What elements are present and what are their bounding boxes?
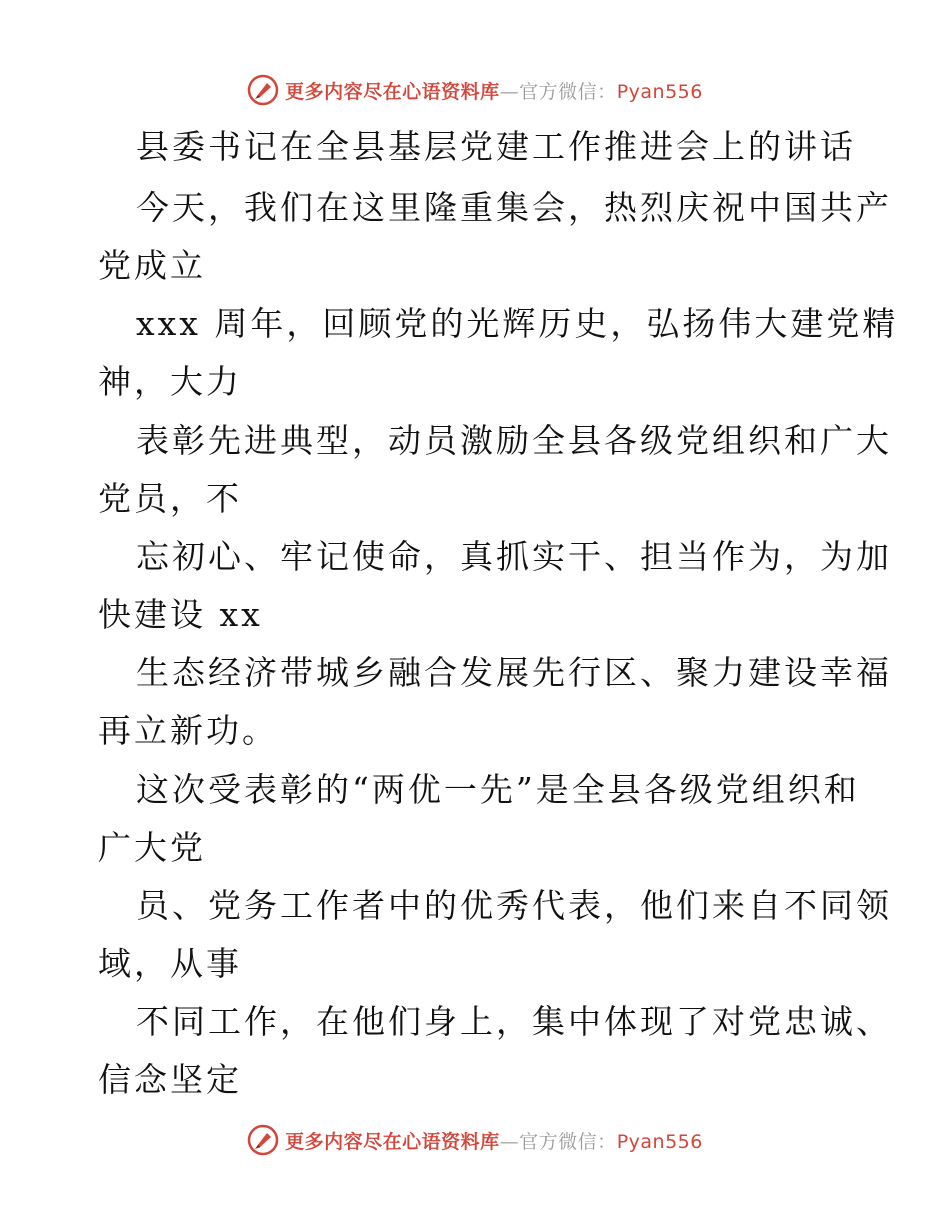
paragraph-line: 信念坚定 <box>98 1060 242 1099</box>
paragraph-line: 域，从事 <box>98 944 242 983</box>
paragraph-line: 表彰先进典型，动员激励全县各级党组织和广大 <box>136 421 892 460</box>
paragraph-line: 不同工作，在他们身上，集中体现了对党忠诚、 <box>136 1002 892 1041</box>
watermark-wechat-label: 官方微信： <box>519 1130 617 1153</box>
watermark-brand: 更多内容尽在心语资料库 <box>285 80 500 103</box>
footer-watermark <box>0 1120 950 1160</box>
paragraph-line: 员、党务工作者中的优秀代表，他们来自不同领 <box>136 886 892 925</box>
paragraph-line: 神，大力 <box>98 362 242 401</box>
watermark-separator: — <box>499 1130 520 1153</box>
header-watermark <box>0 70 950 110</box>
pen-nib-logo-icon <box>247 74 279 106</box>
pen-nib-logo-icon <box>247 1124 279 1156</box>
document-title: 县委书记在全县基层党建工作推进会上的讲话 <box>136 127 856 166</box>
paragraph-line: 再立新功。 <box>98 711 278 750</box>
paragraph-line: xxx 周年，回顾党的光辉历史，弘扬伟大建党精 <box>136 304 899 343</box>
paragraph-line: 党员，不 <box>98 479 242 518</box>
watermark-wechat-label: 官方微信： <box>519 80 617 103</box>
watermark-text <box>285 77 703 104</box>
paragraph-line: 快建设 xx <box>98 595 263 634</box>
watermark-text <box>285 1127 703 1154</box>
paragraph-line: 今天，我们在这里隆重集会，热烈庆祝中国共产 <box>136 188 892 227</box>
paragraph-line: 这次受表彰的“两优一先”是全县各级党组织和 <box>136 770 860 809</box>
paragraph-line: 生态经济带城乡融合发展先行区、聚力建设幸福 <box>136 653 892 692</box>
paragraph-line: 广大党 <box>98 828 206 867</box>
paragraph-line: 忘初心、牢记使命，真抓实干、担当作为，为加 <box>136 537 892 576</box>
paragraph-line: 党成立 <box>98 246 206 285</box>
watermark-brand: 更多内容尽在心语资料库 <box>285 1130 500 1153</box>
watermark-wechat-id: Pyan556 <box>616 1130 703 1153</box>
watermark-wechat-id: Pyan556 <box>616 80 703 103</box>
watermark-separator: — <box>499 80 520 103</box>
